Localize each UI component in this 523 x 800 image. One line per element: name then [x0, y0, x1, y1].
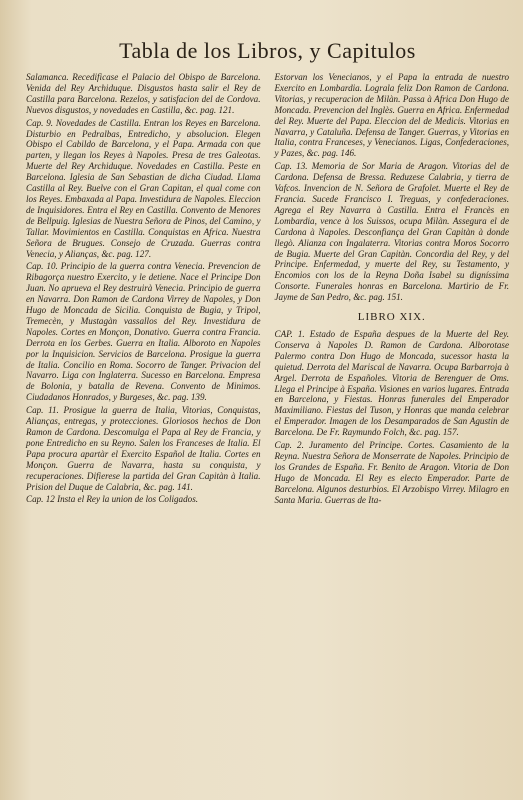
left-paragraph: Salamanca. Recedificase el Palacio del Obispo de Barcelona. Venida del Rey Archiduque. Disgustos hasta salir el Rey de Castilla para Barcelona. Rezelos, y satisfacion del de Cordova. Nuevos disgustos, y novedades en Castilla, &c. pag. 121.	[26, 72, 261, 115]
two-column-text	[26, 72, 509, 508]
left-column	[26, 72, 261, 508]
left-paragraph: Cap. 9. Novedades de Castilla. Entran los Reyes en Barcelona. Disturbio en Pedralbas, Entredicho, y absolucion. Elegen Obispo el Cabildo de Barcelona, y el Papa. Armada con que parten, y llegan los Reyes à Napoles. Presa de tres Galeotas. Muerte del Rey Archiduque. Novedades en Castilla. Peste en Barcelona. Iglesia de San Sebastian de dicha Ciudad. Llama Castilla al Rey. Buelve con el Gran Capitan, el qual come con los Reyes. Embaxada al Papa. Investidura de Napoles. Eleccion de Inquisidores. Entra el Rey en Castilla. Convento de Menores de Bellpuig. Iglesias de Nuestra Señora de Pinos, del Camino, y Tallar. Movimientos en Castilla. Conquistas en Africa. Nuestra Señora de Brugues. Consejo de Cruzada. Guerras contra Venecia, y Alianças, &c. pag. 127.	[26, 117, 261, 259]
right-paragraph: CAP. 1. Estado de España despues de la Muerte del Rey. Conserva à Napoles D. Ramon de Cardona. Alborotase Palermo contra Don Hugo de Moncada, sucessor hasta la quietud. Derrota del Mariscal de Navarra. Ocupa Barbarroja à Argel. Derrota de Españoles. Vitoria de Berenguer de Oms. Llega el Principe à España. Visiones en varios lugares. Entrada en Barcelona, y Fiestas. Honras funerales del Emperador Maximiliano. Fiestas del Tuson, y Honras que manda celebrar el Emperador. Imagen de los Desamparados de San Agustin de Barcelona. De Fr. Raymundo Folch, &c. pag. 157.	[274, 329, 509, 438]
left-paragraph: Cap. 11. Prosigue la guerra de Italia, Vitorias, Conquistas, Alianças, entregas, y protecciones. Gloriosos hechos de Don Ramon de Cardona. Descomulga el Papa al Rey de Francia, y pone Entredicho en su Reyno. Salen los Franceses de Italia. El Papa procura apartàr el Exercito Español de Italia. Cortes en Monçon. Guerra de Navarra, hasta su conquista, y recuperaciones. Difierese la partida del Gran Capitàn à Italia. Prision del Duque de Calabria, &c. pag. 141.	[26, 405, 261, 492]
book-heading: LIBRO XIX.	[357, 311, 426, 324]
page-title: Tabla de los Libros, y Capitulos	[119, 38, 416, 63]
right-paragraph: Cap. 13. Memoria de Sor Maria de Aragon. Vitorias del de Cardona. Defensa de Bressa. Reduzese Calabria, y tierra de Vafcos. Invencion de N. Señora de Grafolet. Muerte el Rey de Francia. Sucede Francisco I. Treguas, y confederaciones. Agrega el Rey Navarra à Castilla. Entra el Francès en Lombardia, vence à los Suissos, ocupa Milàn. Assegura el de Cardona à Napoles. Desconfiança del Gran Capitàn à donde llegò. Alianza con Ingalaterra. Vitorias contra Moros Socorro de Bugia. Muerte del Gran Capitàn. Concordia del Rey, y del Principe. Enfermedad, y muerte del Rey, su Testamento, y Encomios con los de la Reyna Doña Isabel su digníssima Consorte. Funerales honras en Barcelona. Martirio de Fr. Jayme de San Pedro, &c. pag. 151.	[274, 161, 509, 303]
right-column	[275, 72, 510, 508]
left-paragraph: Cap. 10. Principio de la guerra contra Venecia. Prevencion de Ribagorça nuestro Exercito, y le detiene. Nace el Principe Don Juan. No aprueva el Rey destruirà Venecia. Principio de guerra en Navarra. Don Ramon de Cardona Virrey de Napoles, y Don Hugo de Moncada de Sicilia. Conquista de Bugia, y Tripol, Tremecèn, y Mustagàn vassallos del Rey. Investidura de Napoles. Cortes en Monçon, Donativo. Guerra contra Francia. Derrota en los Gerbes. Guerra en Italia. Alboroto en Napoles por la Inquisicion. Servicios de Barcelona. Prosigue la guerra de Italia. Concilio en Roma. Socorro de Tanger. Privacion del Navarro. Liga con Inglaterra. Sucesso en Barcelona. Empresa de Bolonia, y batalla de Revena. Convento de Minimos. Ciudadanos Honrados, y Burgeses, &c. pag. 139.	[26, 261, 261, 403]
right-paragraph: Estorvan los Venecianos, y el Papa la entrada de nuestro Exercito en Lombardia. Lograla feliz Don Ramon de Cardona. Vitorias, y recuperacion de Milàn. Passa à Africa Don Hugo de Moncada. Prevencion del Inglès. Guerra en Africa. Enfermedad del Rey. Muerte del Papa. Eleccion del de Medicis. Vitorias en Navarra, y Cataluña. Defensa de Tanger. Guerras, y Vitorias en Italia, contra Franceses, y Venecianos. Ligas, Confederaciones, y Pazes, &c. pag. 146.	[274, 72, 509, 159]
right-paragraph: Cap. 2. Juramento del Principe. Cortes. Casamiento de la Reyna. Nuestra Señora de Monserrate de Napoles. Principio de los Grandes de España. Fr. Benito de Aragon. Vitoria de Don Hugo de Moncada. El Rey es electo Emperador. Parte de Barcelona. Algunos desturbios. El Arzobispo Virrey. Milagro en Santa Maria. Guerras de Ita-	[274, 440, 509, 505]
left-paragraph: Cap. 12 Insta el Rey la union de los Coligados.	[26, 494, 199, 505]
